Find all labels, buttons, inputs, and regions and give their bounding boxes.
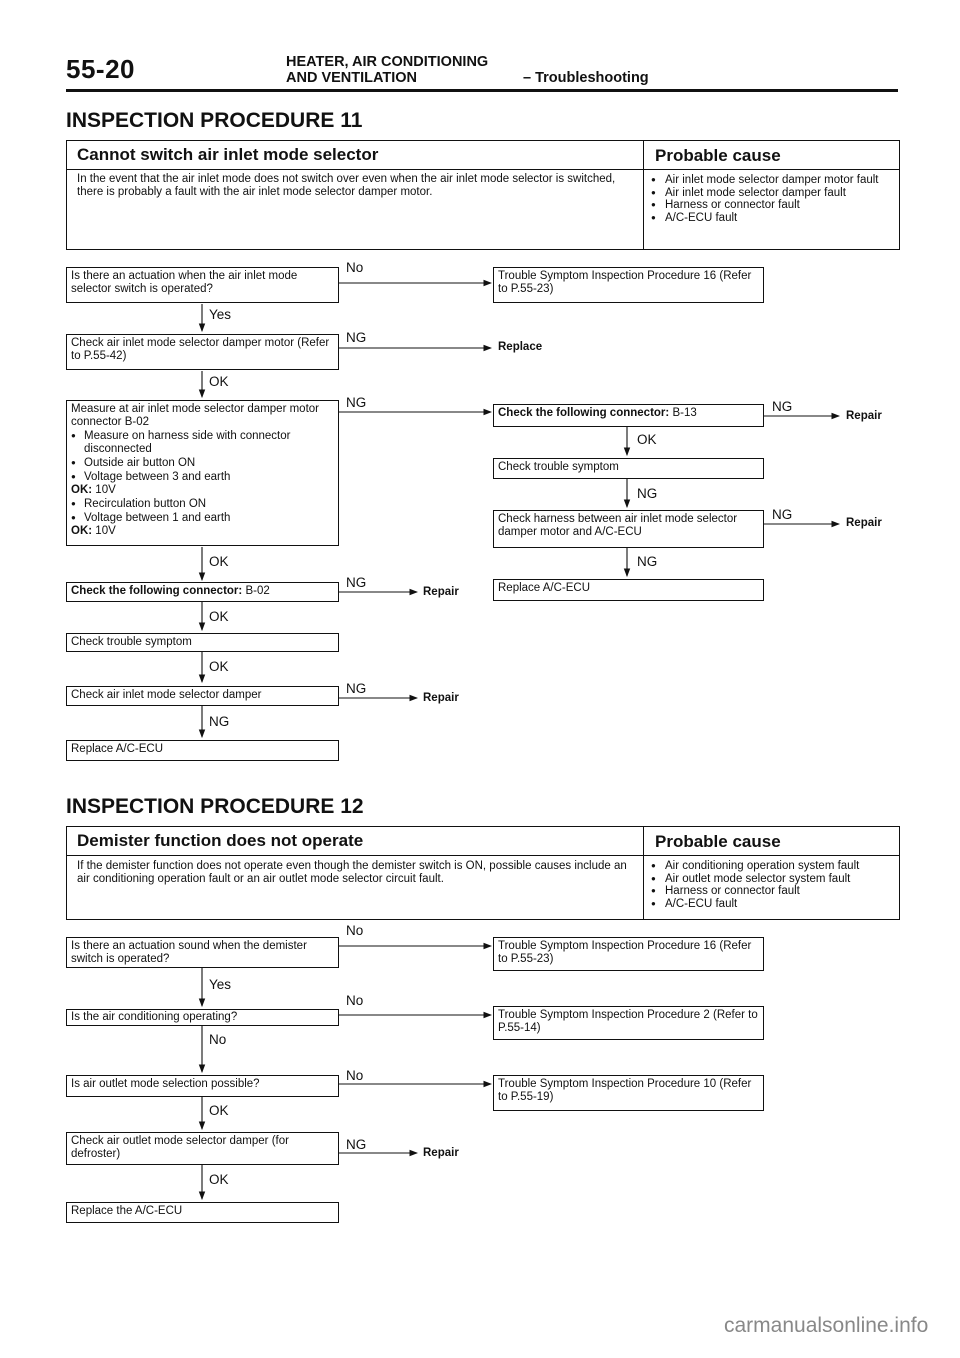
flow-label-ok: OK: [209, 609, 229, 624]
measure-intro: Measure at air inlet mode selector damper motor connector B-02: [71, 403, 319, 428]
procedure-12-question-ac-operating: Is the air conditioning operating?: [66, 1009, 339, 1026]
cause-item: ● A/C-ECU fault: [651, 898, 895, 911]
procedure-11-question-actuation: Is there an actuation when the air inlet mode selector switch is operated?: [66, 267, 339, 303]
procedure-11-check-damper-motor: Check air inlet mode selector damper motor (Refer to P.55-42): [66, 334, 339, 370]
procedure-12-question-actuation-sound: Is there an actuation sound when the demister switch is operated?: [66, 937, 339, 968]
flow-label-yes: Yes: [209, 977, 232, 992]
flow-label-ok: OK: [209, 374, 229, 389]
connector-id: B-02: [245, 585, 270, 597]
ok-label: OK:: [71, 525, 93, 537]
flow-label-ng: NG: [346, 1137, 367, 1152]
procedure-11-replace-acecu-right: Replace A/C-ECU: [493, 579, 764, 601]
flow-label-no: No: [346, 993, 364, 1008]
flow-label-ok: OK: [209, 659, 229, 674]
procedure-11-check-trouble-symptom-left: Check trouble symptom: [66, 633, 339, 652]
procedure-12-symptom: Demister function does not operate: [77, 831, 364, 850]
procedure-12-description: If the demister function does not operate even though the demister switch is ON, possible causes include an air conditioning operation fault or an air outlet mode selector circuit fault.: [77, 860, 627, 885]
measure-bullet: ● Recirculation button ON: [71, 497, 334, 511]
flow-label-ok: OK: [209, 554, 229, 569]
procedure-11-replace-acecu-left: Replace A/C-ECU: [66, 740, 339, 761]
procedure-11-symptom: Cannot switch air inlet mode selector: [77, 145, 379, 164]
page-number: 55-20: [66, 54, 135, 84]
action-repair: Repair: [423, 1147, 459, 1159]
procedure-12-reference-2: Trouble Symptom Inspection Procedure 2 (Refer to P.55-14): [493, 1006, 764, 1040]
connector-id: B-13: [672, 407, 697, 419]
action-repair: Repair: [423, 586, 459, 598]
flow-label-ng: NG: [637, 486, 658, 501]
connector-label: Check the following connector:: [71, 585, 243, 597]
procedure-11-check-harness: Check harness between air inlet mode selector damper motor and A/C-ECU: [493, 510, 764, 548]
flow-label-ok: OK: [209, 1103, 229, 1118]
procedure-12-replace-acecu: Replace the A/C-ECU: [66, 1202, 339, 1223]
procedure-11-description: In the event that the air inlet mode does not switch over even when the air inlet mode selector is switched, there is probably a fault with the air inlet mode selector damper motor.: [77, 173, 616, 198]
flow-label-no: No: [346, 1068, 364, 1083]
ok-value: 10V: [95, 484, 116, 496]
measure-ok-2: [71, 525, 116, 537]
measure-bullet: ● Voltage between 1 and earth: [71, 511, 334, 525]
procedure-11-check-connector-b13: [493, 404, 764, 427]
flow-label-no: No: [209, 1032, 227, 1047]
procedure-12-question-outlet-mode: Is air outlet mode selection possible?: [66, 1075, 339, 1097]
action-repair: Repair: [846, 517, 882, 529]
measure-bullet: ● Outside air button ON: [71, 456, 334, 470]
measure-ok-1: [71, 484, 116, 496]
procedure-11-title: INSPECTION PROCEDURE 11: [66, 109, 363, 132]
ok-value: 10V: [95, 525, 116, 537]
measure-bullet: ● Measure on harness side with connector disconnected: [71, 429, 334, 456]
flow-label-no: No: [346, 923, 364, 938]
cause-item: ● A/C-ECU fault: [651, 212, 895, 225]
flow-label-ng: NG: [346, 330, 367, 345]
measure-bullet: ● Voltage between 3 and earth: [71, 470, 334, 484]
procedure-12-reference-10: Trouble Symptom Inspection Procedure 10 (Refer to P.55-19): [493, 1075, 764, 1111]
flow-label-ok: OK: [209, 1172, 229, 1187]
procedure-11-check-trouble-symptom-right: Check trouble symptom: [493, 458, 764, 479]
cause-item: ● Air inlet mode selector damper fault: [651, 187, 895, 200]
watermark: carmanualsonline.info: [724, 1314, 929, 1337]
procedure-11-reference-16: Trouble Symptom Inspection Procedure 16 (Refer to P.55-23): [493, 267, 764, 303]
procedure-12-table: [66, 826, 900, 920]
chapter-title-line2: AND VENTILATION: [286, 70, 418, 86]
procedure-11-measure-step: [66, 400, 339, 546]
procedure-12-reference-16: Trouble Symptom Inspection Procedure 16 (Refer to P.55-23): [493, 937, 764, 971]
procedure-11-probable-cause-head: Probable cause: [655, 146, 781, 165]
flow-label-yes: Yes: [209, 307, 232, 322]
flow-label-no: No: [346, 260, 364, 275]
cause-item: ● Air conditioning operation system fault: [651, 860, 895, 873]
procedure-12-title: INSPECTION PROCEDURE 12: [66, 795, 364, 818]
action-repair: Repair: [423, 692, 459, 704]
flow-label-ng: NG: [346, 575, 367, 590]
action-repair: Repair: [846, 410, 882, 422]
cause-item: ● Air outlet mode selector system fault: [651, 873, 895, 886]
flow-label-ng: NG: [772, 399, 793, 414]
cause-item: ● Harness or connector fault: [651, 885, 895, 898]
flow-label-ng: NG: [637, 554, 658, 569]
chapter-title-line1: HEATER, AIR CONDITIONING: [286, 54, 489, 70]
flow-label-ng: NG: [346, 395, 367, 410]
cause-item: ● Air inlet mode selector damper motor fault: [651, 174, 895, 187]
flow-label-ng: NG: [772, 507, 793, 522]
procedure-12-cause-list: [651, 860, 895, 910]
procedure-11-check-damper: Check air inlet mode selector damper: [66, 686, 339, 706]
flow-label-ng: NG: [209, 714, 230, 729]
procedure-12-probable-cause-head: Probable cause: [655, 832, 781, 851]
flow-label-ng: NG: [346, 681, 367, 696]
flow-label-ok: OK: [637, 432, 657, 447]
cause-item: ● Harness or connector fault: [651, 199, 895, 212]
section-title: – Troubleshooting: [523, 70, 649, 86]
ok-label: OK:: [71, 484, 93, 496]
procedure-12-check-outlet-damper: Check air outlet mode selector damper (for defroster): [66, 1132, 339, 1165]
procedure-11-check-connector-b02: [66, 582, 339, 602]
connector-label: Check the following connector:: [498, 407, 670, 419]
action-replace: Replace: [498, 341, 543, 353]
